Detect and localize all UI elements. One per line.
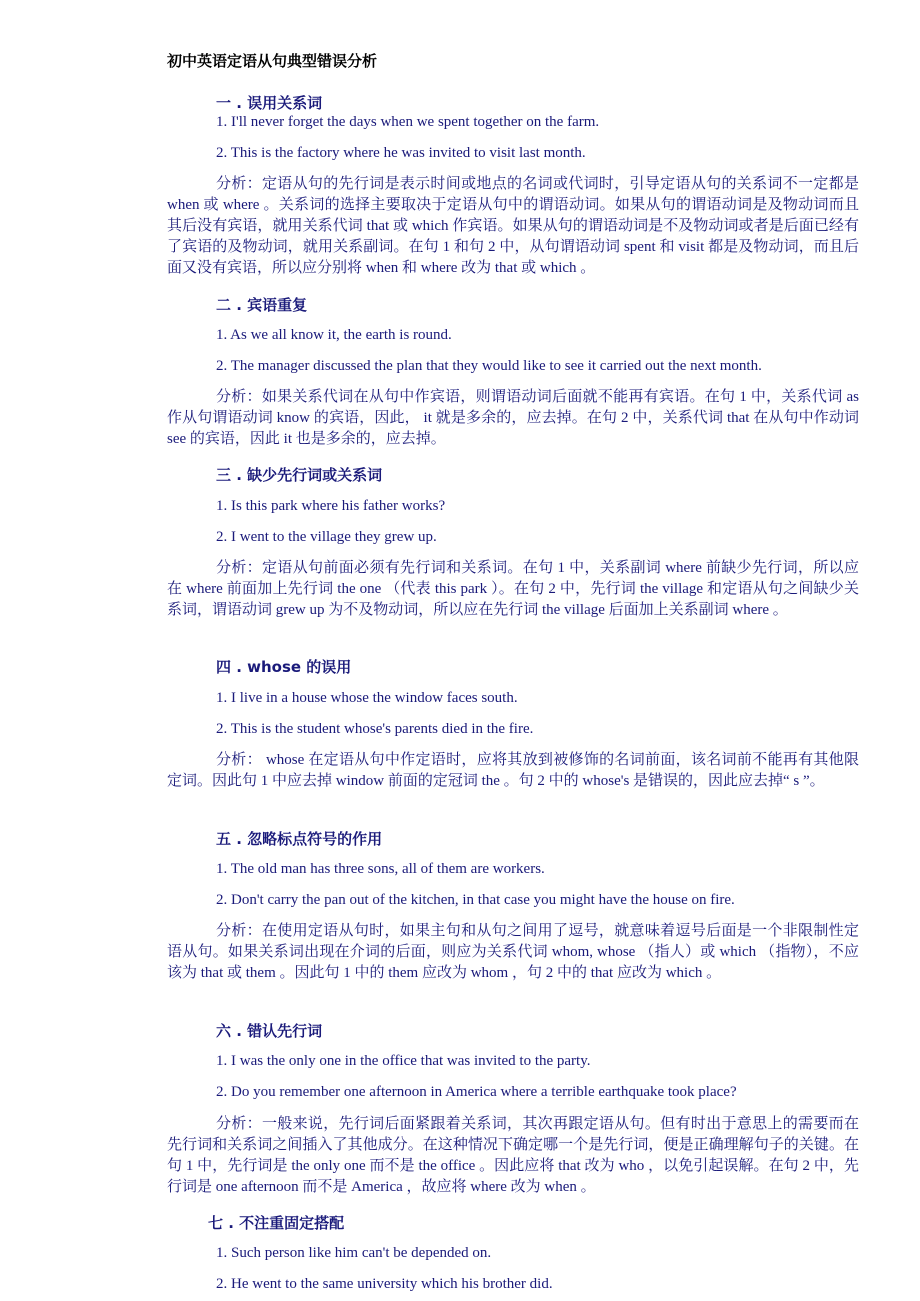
analysis-paragraph: 分析：如果关系代词在从句中作宾语，则谓语动词后面就不能再有宾语。在句 1 中，关系代词 as 作从句谓语动词 know 的宾语，因此， it 就是多余的，应去掉。在句 2 中，关系代词 that 在从句中作动词 see 的宾语，因此 it 也是多余的，应去掉。 — [167, 389, 859, 447]
analysis-paragraph: 分析：一般来说，先行词后面紧跟着关系词，其次再跟定语从句。但有时出于意思上的需要而在先行词和关系词之间插入了其他成分。在这种情况下确定哪一个是先行词，便是正确理解句子的关键。在句 1 中，先行词是 the only one 而不是 the office 。因此应将 that 改为 who ，以免引起误解。在句 2 中，先行词是 one afternoon 而不是 America ，故应将 where 改为 when 。 — [167, 1116, 859, 1195]
example-sentence: 1. Such person like him can't be depended on. — [216, 1245, 492, 1261]
section-heading-4: 四 . whose 的误用 — [216, 658, 352, 676]
example-sentence: 2. Do you remember one afternoon in America where a terrible earthquake took place? — [216, 1084, 737, 1100]
example-sentence: 1. Is this park where his father works? — [216, 498, 446, 514]
example-sentence: 2. He went to the same university which his brother did. — [216, 1276, 553, 1292]
analysis-paragraph: 分析： whose 在定语从句中作定语时，应将其放到被修饰的名词前面，该名词前不能再有其他限定词。因此句 1 中应去掉 window 前面的定冠词 the 。句 2 中的 whose's 是错误的，因此应去掉“ s ”。 — [167, 752, 859, 789]
analysis-paragraph: 分析：定语从句前面必须有先行词和关系词。在句 1 中，关系副词 where 前缺少先行词，所以应在 where 前面加上先行词 the one （代表 this park ）。在句 2 中，先行词 the village 和定语从句之间缺少关系词，谓语动词 grew up 为不及物动词，所以应在先行词 the village 后面加上关系副词 where 。 — [167, 560, 859, 618]
example-sentence: 2. This is the student whose's parents died in the fire. — [216, 721, 534, 737]
example-sentence: 1. I live in a house whose the window faces south. — [216, 690, 518, 706]
example-sentence: 1. As we all know it, the earth is round. — [216, 327, 452, 343]
section-heading-3: 三 . 缺少先行词或关系词 — [216, 466, 383, 484]
section-heading-7: 七 . 不注重固定搭配 — [208, 1214, 345, 1232]
page-title: 初中英语定语从句典型错误分析 — [167, 52, 378, 70]
section-heading-6: 六 . 错认先行词 — [216, 1022, 323, 1040]
example-sentence: 2. Don't carry the pan out of the kitchen, in that case you might have the house on fire. — [216, 892, 735, 908]
example-sentence: 1. The old man has three sons, all of them are workers. — [216, 861, 545, 877]
example-sentence: 1. I'll never forget the days when we spent together on the farm. — [216, 114, 600, 130]
section-heading-5: 五 . 忽略标点符号的作用 — [216, 830, 383, 848]
example-sentence: 1. I was the only one in the office that was invited to the party. — [216, 1053, 591, 1069]
example-sentence: 2. The manager discussed the plan that they would like to see it carried out the next month. — [216, 358, 762, 374]
section-heading-2: 二 . 宾语重复 — [216, 296, 308, 314]
section-heading-1: 一 . 误用关系词 — [216, 94, 323, 112]
analysis-paragraph: 分析：定语从句的先行词是表示时间或地点的名词或代词时，引导定语从句的关系词不一定都是 when 或 where 。关系词的选择主要取决于定语从句中的谓语动词。如果从句的谓语动词是及物动词而且其后没有宾语，就用关系代词 that 或 which 作宾语。如果从句的谓语动词是不及物动词或者是后面已经有了宾语的及物动词，就用关系副词。在句 1 和句 2 中，从句谓语动词 spent 和 visit 都是及物动词，而且后面又没有宾语，所以应分别将 when 和 where 改为 that 或 which 。 — [167, 176, 859, 276]
example-sentence: 2. This is the factory where he was invited to visit last month. — [216, 145, 586, 161]
analysis-paragraph: 分析：在使用定语从句时，如果主句和从句之间用了逗号，就意味着逗号后面是一个非限制性定语从句。如果关系词出现在介词的后面，则应为关系代词 whom, whose （指人）或 which （指物），不应该为 that 或 them 。因此句 1 中的 them 应改为 whom ，句 2 中的 that 应改为 which 。 — [167, 923, 859, 981]
example-sentence: 2. I went to the village they grew up. — [216, 529, 437, 545]
